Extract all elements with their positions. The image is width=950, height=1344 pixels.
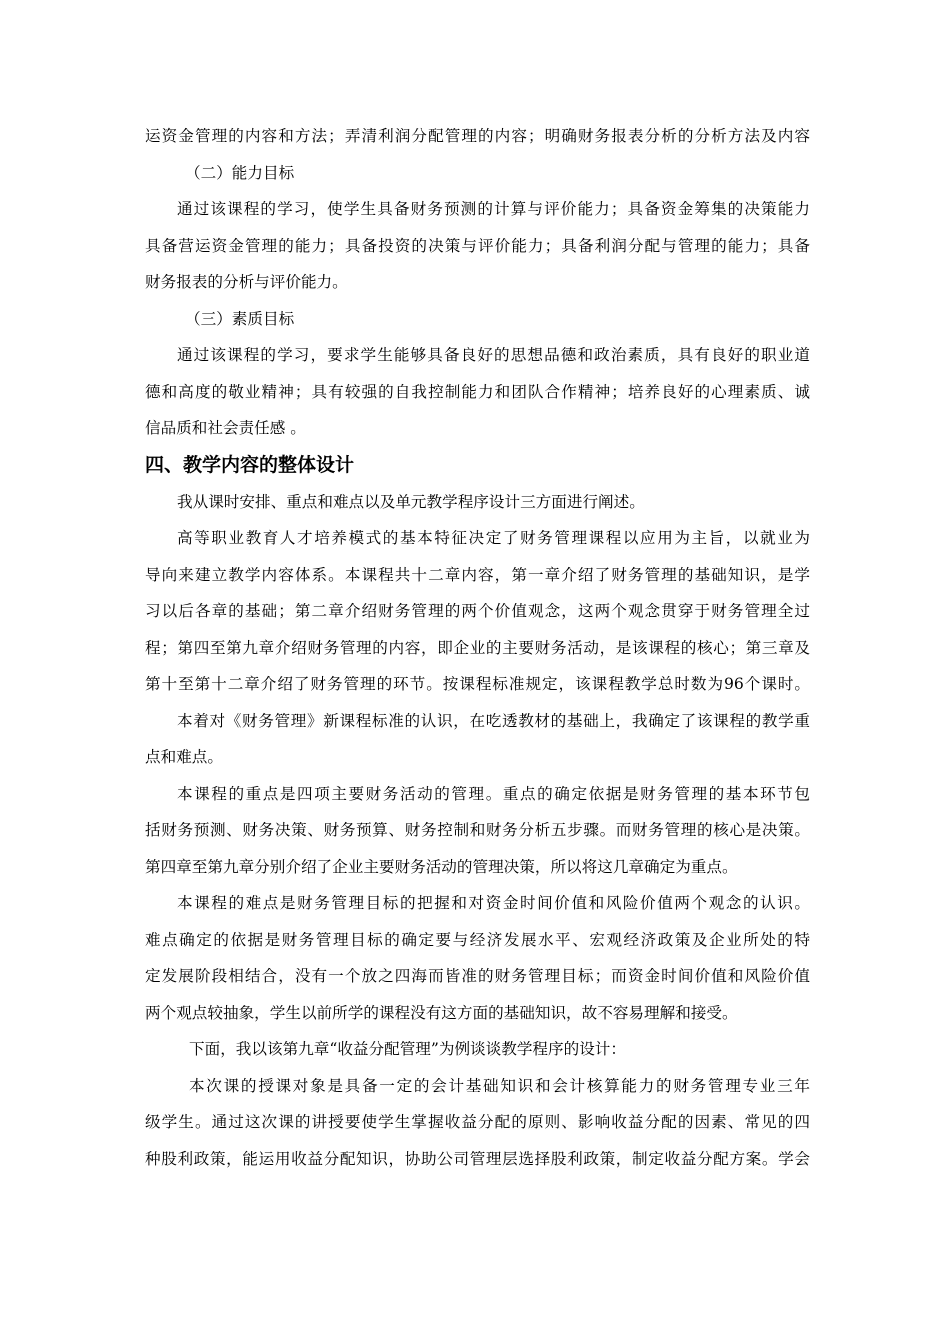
text-line: 信品质和社会责任感 。	[145, 419, 306, 437]
text-line: 德和高度的敬业精神；具有较强的自我控制能力和团队合作精神；培养良好的心理素质、诚	[145, 382, 810, 401]
text-line: 第四章至第九章分别介绍了企业主要财务活动的管理决策，所以将这几章确定为重点。	[145, 857, 738, 876]
text-line: 通过该课程的学习，要求学生能够具备良好的思想品德和政治素质，具有良好的职业道	[177, 346, 810, 364]
subsection-heading-quality: （三）素质目标	[185, 309, 295, 328]
text-line: 本次课的授课对象是具备一定的会计基础知识和会计核算能力的财务管理专业三年	[189, 1076, 810, 1095]
text-line: 下面，我以该第九章“收益分配管理”为例谈谈教学程序的设计：	[189, 1040, 626, 1058]
text-line: 两个观点较抽象，学生以前所学的课程没有这方面的基础知识，故不容易理解和接受。	[145, 1003, 738, 1022]
text-line: 程；第四至第九章介绍财务管理的内容，即企业的主要财务活动，是该课程的核心；第三章及	[145, 638, 810, 657]
text-line: 点和难点。	[145, 748, 223, 766]
section-heading: 四、教学内容的整体设计	[145, 453, 355, 476]
text-line: 我从课时安排、重点和难点以及单元教学程序设计三方面进行阐述。	[177, 492, 645, 511]
text-line: 习以后各章的基础；第二章介绍财务管理的两个价值观念，这两个观念贯穿于财务管理全过	[145, 602, 810, 620]
text-line: 括财务预测、财务决策、财务预算、财务控制和财务分析五步骤。而财务管理的核心是决策。	[145, 821, 810, 839]
text-line: 导向来建立教学内容体系。本课程共十二章内容，第一章介绍了财务管理的基础知识，是学	[145, 565, 810, 584]
text-line: 种股利政策，能运用收益分配知识，协助公司管理层选择股利政策，制定收益分配方案。学会	[145, 1149, 810, 1168]
text-line: 高等职业教育人才培养模式的基本特征决定了财务管理课程以应用为主旨，以就业为	[177, 529, 810, 547]
document-page	[145, 118, 810, 1177]
text-line: 具备营运资金管理的能力；具备投资的决策与评价能力；具备利润分配与管理的能力；具备	[145, 236, 810, 255]
text-line: 本课程的重点是四项主要财务活动的管理。重点的确定依据是财务管理的基本环节包	[177, 784, 810, 803]
text-line: 第十至第十二章介绍了财务管理的环节。按课程标准规定，该课程教学总时数为96个课时。	[145, 675, 810, 693]
subsection-heading-ability: （二）能力目标	[185, 163, 295, 182]
text-line: 运资金管理的内容和方法；弄清利润分配管理的内容；明确财务报表分析的分析方法及内容	[145, 127, 810, 145]
text-line: 定发展阶段相结合，没有一个放之四海而皆准的财务管理目标；而资金时间价值和风险价值	[145, 967, 810, 985]
text-line: 级学生。通过这次课的讲授要使学生掌握收益分配的原则、影响收益分配的因素、常见的四	[145, 1113, 810, 1131]
text-line: 财务报表的分析与评价能力。	[145, 273, 348, 291]
text-line: 难点确定的依据是财务管理目标的确定要与经济发展水平、宏观经济政策及企业所处的特	[145, 930, 810, 949]
text-line: 本着对《财务管理》新课程标准的认识，在吃透教材的基础上，我确定了该课程的教学重	[177, 711, 810, 730]
text-line: 通过该课程的学习，使学生具备财务预测的计算与评价能力；具备资金筹集的决策能力	[177, 200, 810, 218]
text-line: 本课程的难点是财务管理目标的把握和对资金时间价值和风险价值两个观念的认识。	[177, 894, 810, 912]
